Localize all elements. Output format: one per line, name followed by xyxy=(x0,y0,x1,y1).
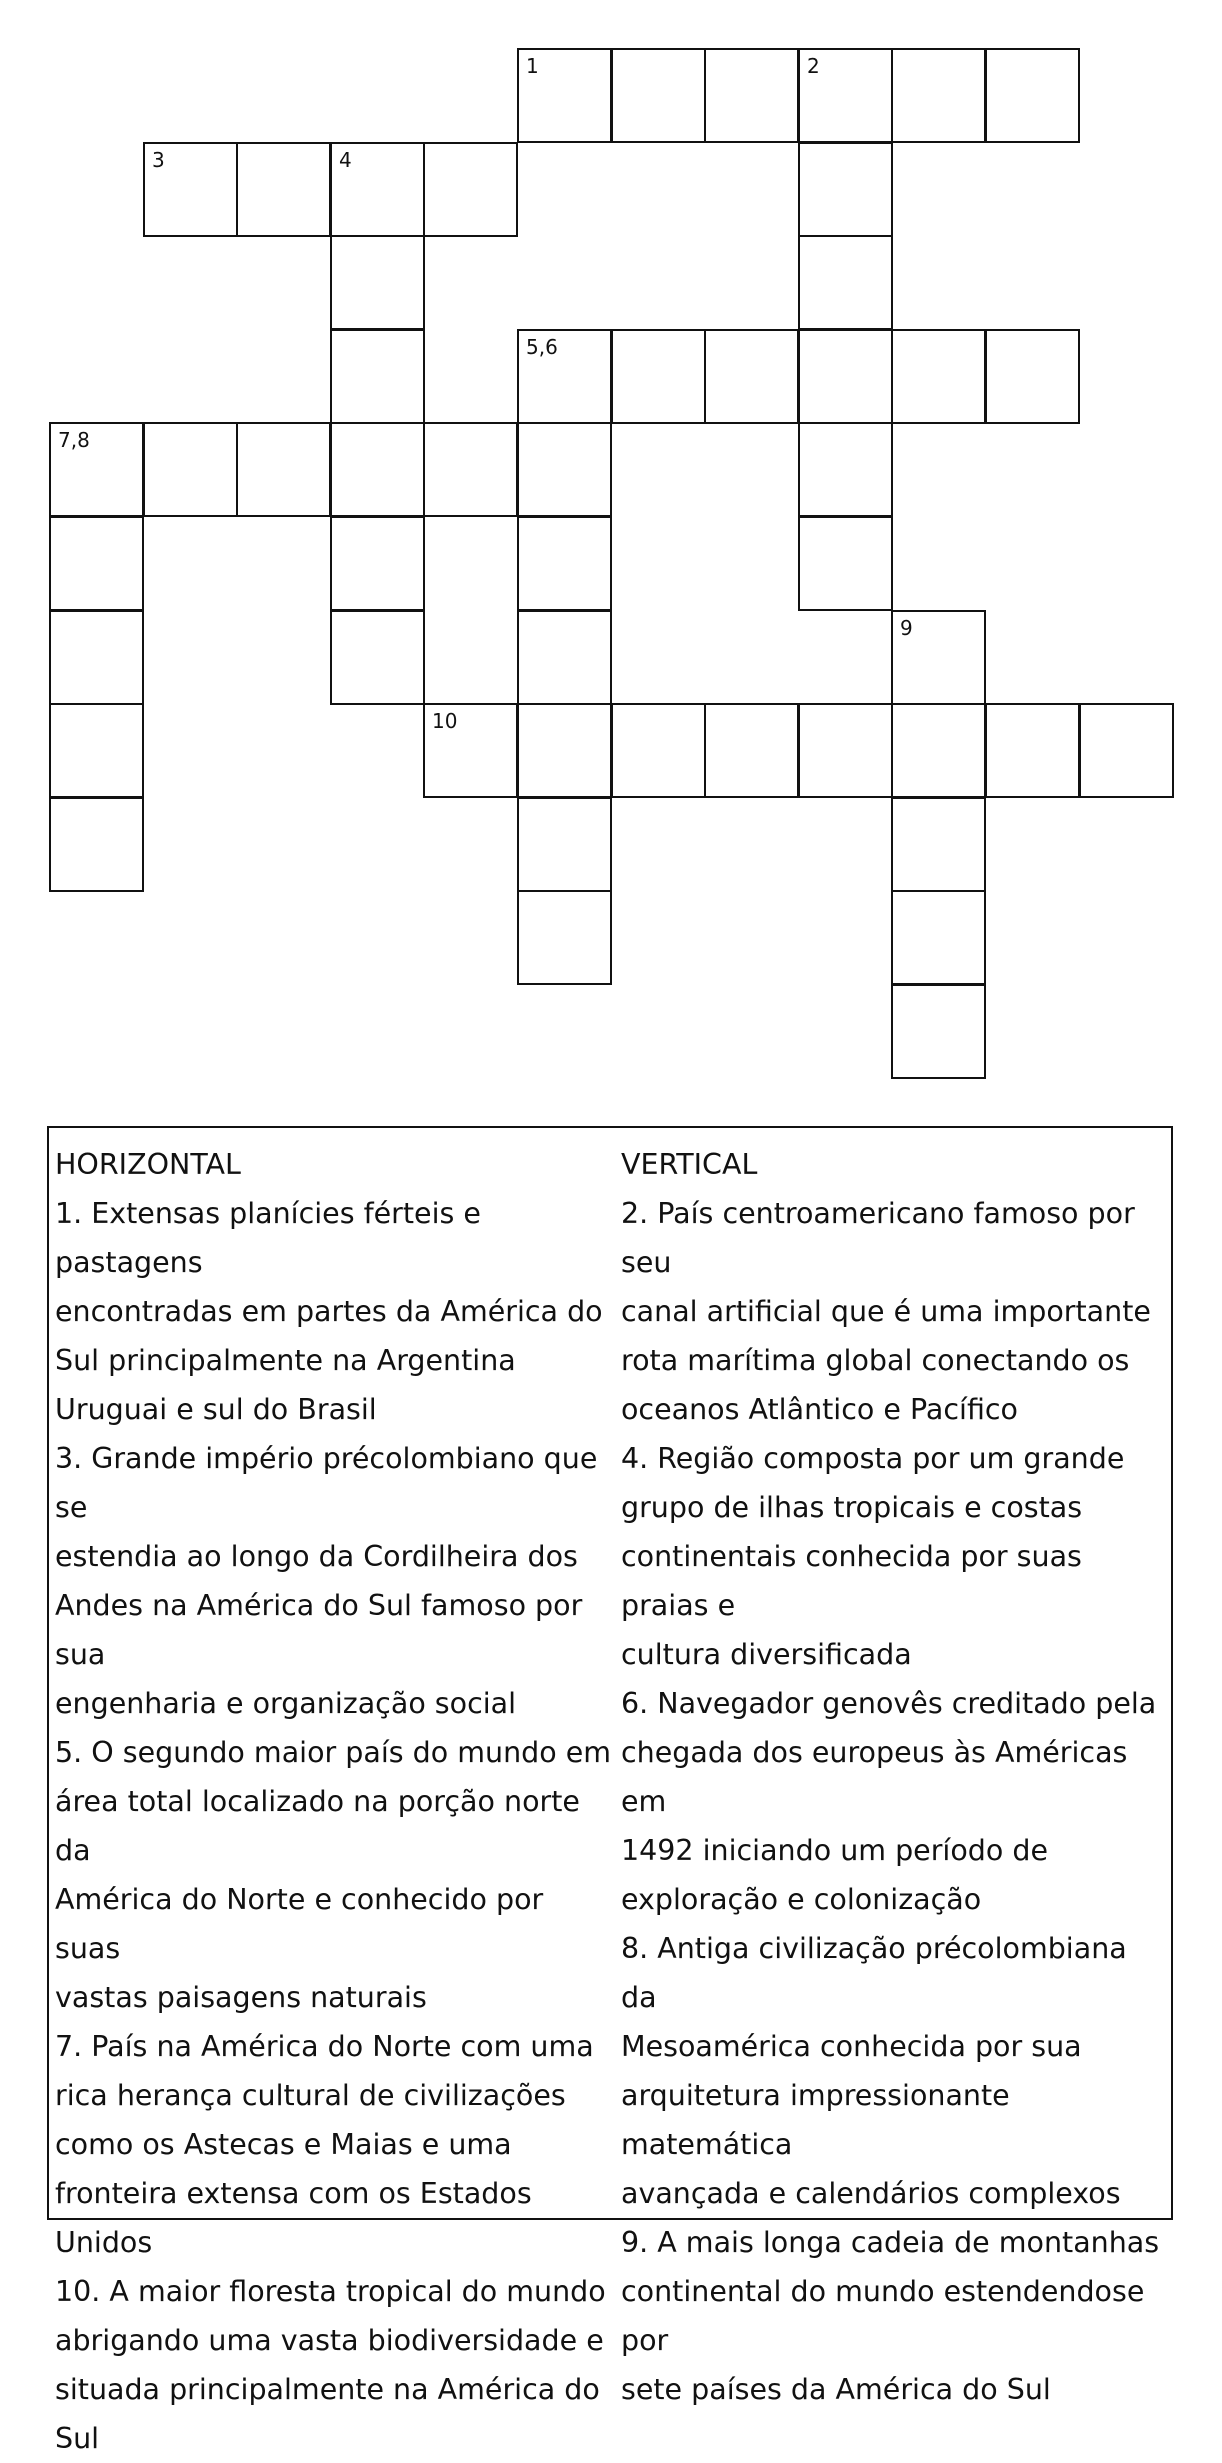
clue-line: como os Astecas e Maias e uma xyxy=(55,2128,512,2161)
crossword-cell[interactable] xyxy=(985,48,1080,143)
clue-line: Uruguai e sul do Brasil xyxy=(55,1393,377,1426)
crossword-cell[interactable] xyxy=(517,329,612,424)
clue-line: abrigando uma vasta biodiversidade e xyxy=(55,2324,604,2357)
horizontal-clues-column xyxy=(55,1140,617,2463)
clue-line: rica herança cultural de civilizações xyxy=(55,2079,566,2112)
crossword-cell[interactable] xyxy=(423,422,518,517)
crossword-cell[interactable] xyxy=(143,422,238,517)
crossword-cell[interactable] xyxy=(236,422,331,517)
clue-line: grupo de ilhas tropicais e costas xyxy=(621,1491,1083,1524)
clue-number: 2 xyxy=(807,54,820,78)
clue-line: América do Norte e conhecido por suas xyxy=(55,1883,544,1965)
clue-line: estendia ao longo da Cordilheira dos xyxy=(55,1540,578,1573)
clue-line: 6. Navegador genovês creditado pela xyxy=(621,1687,1157,1720)
clue-line: sete países da América do Sul xyxy=(621,2373,1051,2406)
crossword-cell[interactable] xyxy=(985,329,1080,424)
crossword-cell[interactable] xyxy=(143,142,238,237)
clue-line: Sul xyxy=(55,2422,100,2455)
clue-line: cultura diversificada xyxy=(621,1638,912,1671)
crossword-cell[interactable] xyxy=(1079,703,1174,798)
crossword-cell[interactable] xyxy=(704,48,799,143)
crossword-cell[interactable] xyxy=(330,610,425,705)
crossword-cell[interactable] xyxy=(798,329,893,424)
clue-number: 5,6 xyxy=(526,335,558,359)
crossword-cell[interactable] xyxy=(49,610,144,705)
clue-line: engenharia e organização social xyxy=(55,1687,517,1720)
crossword-cell[interactable] xyxy=(330,516,425,611)
vertical-clue xyxy=(621,1924,1169,2218)
crossword-cell[interactable] xyxy=(891,329,986,424)
crossword-cell[interactable] xyxy=(517,48,612,143)
crossword-cell[interactable] xyxy=(517,797,612,892)
crossword-cell[interactable] xyxy=(330,329,425,424)
crossword-cell[interactable] xyxy=(798,235,893,330)
clue-line: continental do mundo estendendose por xyxy=(621,2275,1145,2357)
clue-number: 3 xyxy=(152,148,165,172)
clue-line: 1. Extensas planícies férteis e pastagens xyxy=(55,1197,481,1279)
crossword-cell[interactable] xyxy=(423,703,518,798)
crossword-cell[interactable] xyxy=(891,48,986,143)
crossword-cell[interactable] xyxy=(798,48,893,143)
horizontal-clue xyxy=(55,1728,617,2022)
horizontal-clue xyxy=(55,1434,617,1728)
vertical-clue-list xyxy=(621,1189,1169,2414)
vertical-heading: VERTICAL xyxy=(621,1148,758,1181)
crossword-cell[interactable] xyxy=(423,142,518,237)
crossword-cell[interactable] xyxy=(611,329,706,424)
clue-number: 9 xyxy=(900,616,913,640)
crossword-cell[interactable] xyxy=(517,890,612,985)
horizontal-clue xyxy=(55,2267,617,2463)
crossword-cell[interactable] xyxy=(49,703,144,798)
clue-line: Sul principalmente na Argentina xyxy=(55,1344,516,1377)
crossword-cell[interactable] xyxy=(49,422,144,517)
clue-box xyxy=(47,1126,1173,2455)
crossword-cell[interactable] xyxy=(517,516,612,611)
vertical-clue xyxy=(621,1679,1169,1924)
crossword-cell[interactable] xyxy=(49,797,144,892)
crossword-cell[interactable] xyxy=(985,703,1080,798)
crossword-cell[interactable] xyxy=(330,422,425,517)
crossword-cell[interactable] xyxy=(611,703,706,798)
vertical-clue xyxy=(621,1189,1169,1434)
crossword-cell[interactable] xyxy=(891,797,986,892)
crossword-cell[interactable] xyxy=(236,142,331,237)
clue-line: situada principalmente na América do xyxy=(55,2373,600,2406)
vertical-clue xyxy=(621,1434,1169,1679)
clue-line: 5. O segundo maior país do mundo em xyxy=(55,1736,612,1769)
clue-line: exploração e colonização xyxy=(621,1883,982,1916)
clue-line: rota marítima global conectando os xyxy=(621,1344,1130,1377)
crossword-cell[interactable] xyxy=(611,48,706,143)
crossword-cell[interactable] xyxy=(49,516,144,611)
vertical-clue xyxy=(621,2218,1169,2414)
clue-line: 2. País centroamericano famoso por seu xyxy=(621,1197,1135,1279)
crossword-grid xyxy=(0,0,1222,1100)
crossword-cell[interactable] xyxy=(891,703,986,798)
crossword-cell[interactable] xyxy=(798,422,893,517)
clue-line: 4. Região composta por um grande xyxy=(621,1442,1125,1475)
crossword-cell[interactable] xyxy=(891,984,986,1079)
clue-line: 9. A mais longa cadeia de montanhas xyxy=(621,2226,1160,2259)
horizontal-clue-list xyxy=(55,1189,617,2463)
crossword-cell[interactable] xyxy=(517,610,612,705)
crossword-cell[interactable] xyxy=(891,890,986,985)
horizontal-clue xyxy=(55,1189,617,1434)
horizontal-heading: HORIZONTAL xyxy=(55,1148,241,1181)
clue-line: fronteira extensa com os Estados Unidos xyxy=(55,2177,532,2259)
clue-line: Mesoamérica conhecida por sua xyxy=(621,2030,1082,2063)
crossword-cell[interactable] xyxy=(517,422,612,517)
crossword-cell[interactable] xyxy=(798,516,893,611)
crossword-cell[interactable] xyxy=(704,703,799,798)
clue-number: 1 xyxy=(526,54,539,78)
clue-line: Andes na América do Sul famoso por sua xyxy=(55,1589,583,1671)
clue-line: canal artificial que é uma importante xyxy=(621,1295,1151,1328)
crossword-cell[interactable] xyxy=(798,142,893,237)
crossword-cell[interactable] xyxy=(891,610,986,705)
clue-line: chegada dos europeus às Américas em xyxy=(621,1736,1128,1818)
crossword-cell[interactable] xyxy=(517,703,612,798)
crossword-cell[interactable] xyxy=(798,703,893,798)
clue-line: 8. Antiga civilização précolombiana da xyxy=(621,1932,1127,2014)
clue-line: vastas paisagens naturais xyxy=(55,1981,427,2014)
crossword-cell[interactable] xyxy=(330,142,425,237)
clue-line: área total localizado na porção norte da xyxy=(55,1785,580,1867)
clue-number: 4 xyxy=(339,148,352,172)
clue-line: oceanos Atlântico e Pacífico xyxy=(621,1393,1018,1426)
clue-line: 7. País na América do Norte com uma xyxy=(55,2030,594,2063)
clue-line: 10. A maior floresta tropical do mundo xyxy=(55,2275,606,2308)
clue-line: avançada e calendários complexos xyxy=(621,2177,1121,2210)
clue-line: 1492 iniciando um período de xyxy=(621,1834,1048,1867)
clue-line: encontradas em partes da América do xyxy=(55,1295,603,1328)
clue-number: 7,8 xyxy=(58,428,90,452)
vertical-clues-column xyxy=(621,1140,1169,2414)
horizontal-clue xyxy=(55,2022,617,2267)
clue-number: 10 xyxy=(432,709,458,733)
clue-line: 3. Grande império précolombiano que se xyxy=(55,1442,598,1524)
clue-line: continentais conhecida por suas praias e xyxy=(621,1540,1082,1622)
crossword-cell[interactable] xyxy=(330,235,425,330)
clue-line: arquitetura impressionante matemática xyxy=(621,2079,1010,2161)
crossword-cell[interactable] xyxy=(704,329,799,424)
